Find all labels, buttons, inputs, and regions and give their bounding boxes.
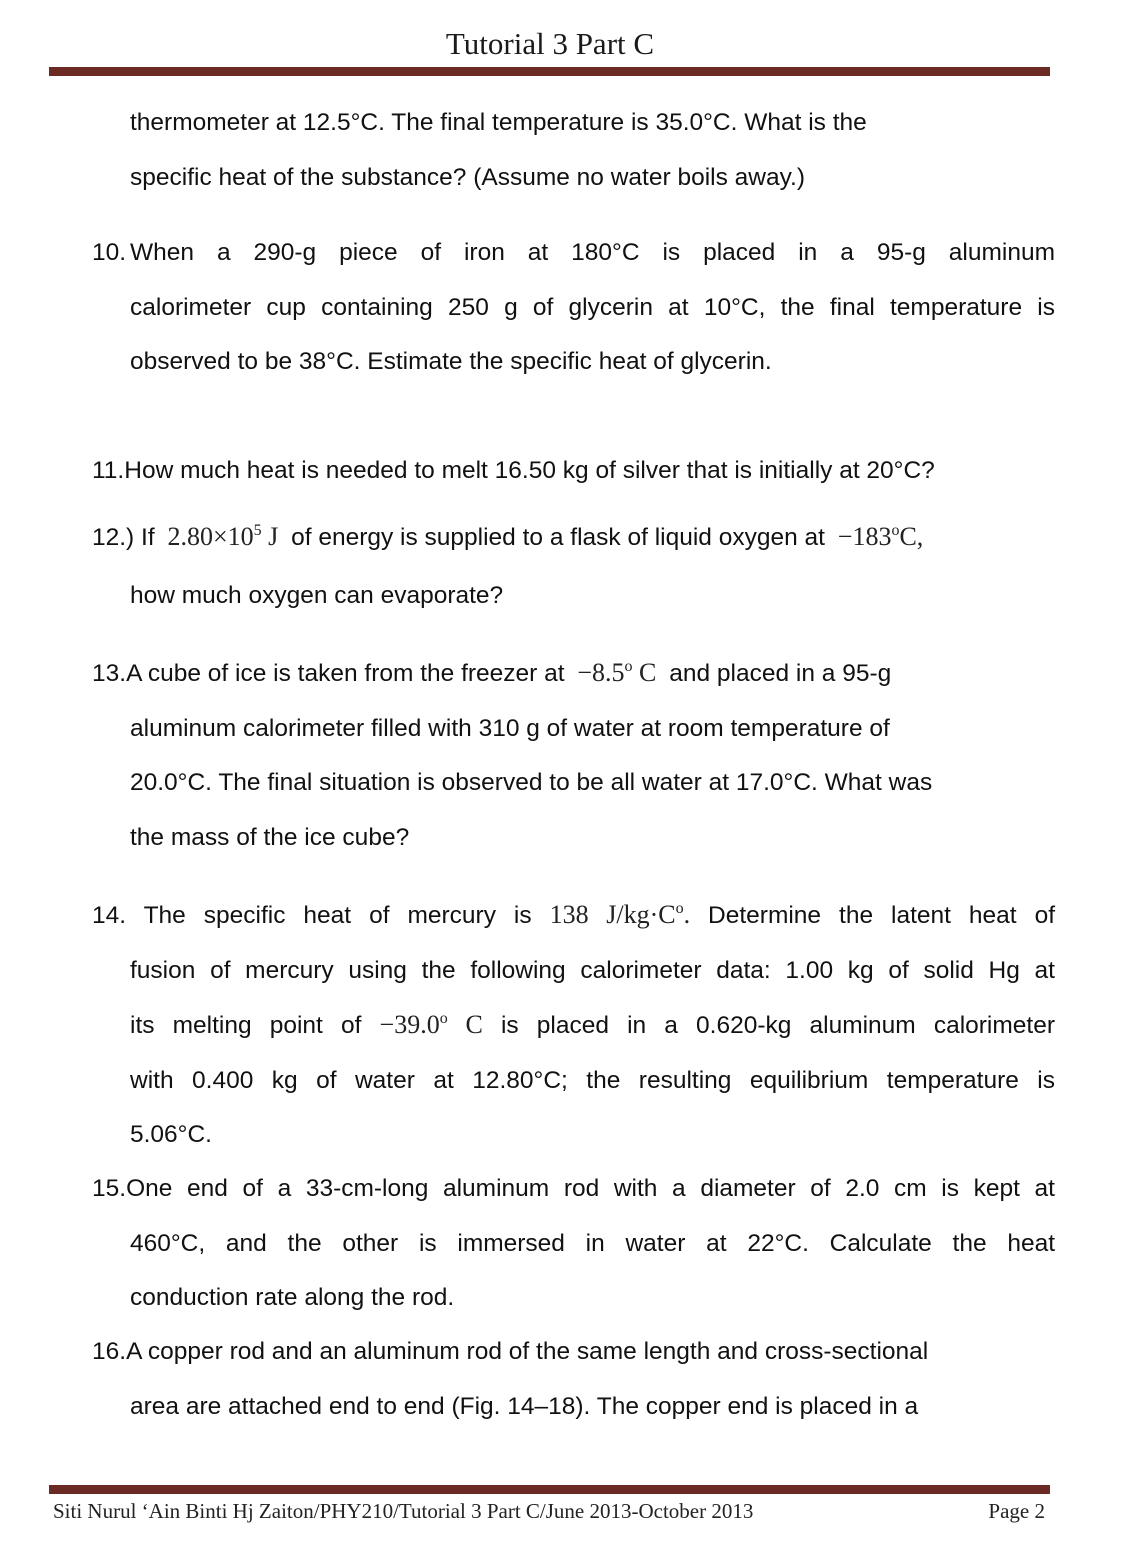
question-number: 13. <box>92 660 127 687</box>
question-9-continuation <box>92 96 1093 205</box>
question-number: 14. <box>92 902 127 929</box>
footer-citation: Siti Nurul ‘Ain Binti Hj Zaiton/PHY210/Tutorial 3 Part C/June 2013-October 2013 <box>53 1499 754 1523</box>
text-line: A copper rod and an aluminum rod of the same length and cross-sectional <box>126 1338 929 1365</box>
question-number: 16. <box>92 1338 127 1365</box>
text-line: the mass of the ice cube? <box>130 823 410 851</box>
question-15 <box>92 1162 1055 1326</box>
temperature-formula: $-8.5^o$ C <box>577 658 657 687</box>
energy-formula: $2.80\times 10^5$ J <box>167 522 279 551</box>
text-line: with 0.400 kg of water at 12.80°C; the resulting equilibrium temperature is <box>130 1066 1055 1094</box>
page-number: Page 2 <box>988 1499 1045 1523</box>
temperature-formula: $-39.0^o$ C <box>379 1010 483 1039</box>
question-12 <box>92 510 1055 623</box>
text-line: 460°C, and the other is immersed in water at 22°C. Calculate the heat <box>130 1229 1055 1257</box>
page-title: Tutorial 3 Part C <box>445 26 655 61</box>
text-line: calorimeter cup containing 250 g of glycerin at 10°C, the final temperature is <box>130 293 1055 321</box>
text-line: thermometer at 12.5°C. The final temperature is 35.0°C. What is the <box>130 109 867 136</box>
text-line: conduction rate along the rod. <box>130 1284 455 1311</box>
question-number: 15. <box>92 1175 127 1202</box>
temperature-formula: $-183^oC$, <box>837 522 924 551</box>
text-line: One end of a 33-cm-long aluminum rod with a diameter of 2.0 cm is kept at <box>126 1175 1055 1202</box>
text-fragment: is placed in a 0.620-kg aluminum calorimeter <box>500 1012 1055 1039</box>
text-line: 5.06°C. <box>130 1121 212 1148</box>
text-line: When a 290-g piece of iron at 180°C is placed in a 95-g aluminum <box>130 239 1055 266</box>
text-fragment: If <box>141 524 155 551</box>
header-rule <box>49 67 1050 76</box>
text-line: aluminum calorimeter filled with 310 g of water at room temperature of <box>130 714 890 742</box>
text-fragment: Determine the latent heat of <box>708 902 1056 929</box>
question-number: 10. <box>92 239 127 266</box>
question-number: 12.) <box>92 524 135 551</box>
text-fragment: A cube of ice is taken from the freezer at <box>126 660 565 687</box>
question-13 <box>92 646 1055 865</box>
question-14 <box>92 888 1055 1163</box>
question-11 <box>92 444 1055 499</box>
text-line: area are attached end to end (Fig. 14–18). The copper end is placed in a <box>130 1392 919 1420</box>
text-fragment: and placed in a 95-g <box>669 660 892 687</box>
text-fragment: its melting point of <box>130 1012 362 1039</box>
text-line: fusion of mercury using the following calorimeter data: 1.00 kg of solid Hg at <box>130 956 1055 984</box>
question-text: How much heat is needed to melt 16.50 kg of silver that is initially at 20°C? <box>124 457 935 484</box>
text-line: specific heat of the substance? (Assume no water boils away.) <box>130 163 805 191</box>
question-10 <box>92 226 1055 390</box>
footer-rule <box>49 1485 1050 1494</box>
text-line: 20.0°C. The final situation is observed to be all water at 17.0°C. What was <box>130 769 933 796</box>
specific-heat-formula: 138 $J/kg\cdot C^o$. <box>549 900 691 929</box>
question-number: 11. <box>92 457 125 484</box>
text-fragment: of energy is supplied to a flask of liquid oxygen at <box>291 524 825 551</box>
text-line: how much oxygen can evaporate? <box>130 581 504 609</box>
question-16 <box>92 1325 1055 1434</box>
text-line: observed to be 38°C. Estimate the specific heat of glycerin. <box>130 348 772 375</box>
text-fragment: The specific heat of mercury is <box>143 902 532 929</box>
